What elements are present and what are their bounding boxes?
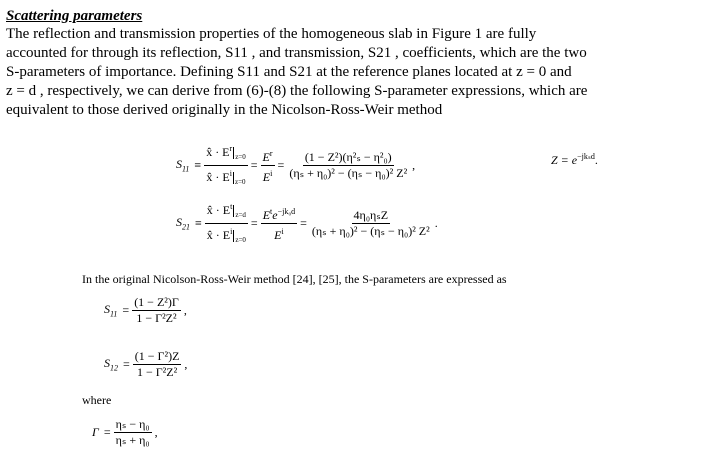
body-paragraph	[6, 25, 706, 120]
paragraph-line: accounted for through its reflection, S11 , and transmission, S21 , coefficients, which are the two	[6, 45, 587, 61]
s21-fraction-result: $\frac{\text{4η₀ηₛZ}}{\text{(ηₛ + η₀)² − (ηₛ − η₀)² Z²}}$	[311, 208, 430, 238]
paragraph-line: S-parameters of importance. Defining S11 and S21 at the reference planes located at z = 0 and	[6, 64, 572, 80]
nrw-equation-s12: $S_{12}$ = $\frac{\text{(1 − Γ²)Z}}{\text{1 − Γ²Z²}}$ ,	[104, 349, 188, 379]
s11-symbol: $S_{11}$	[176, 157, 190, 174]
nrw-intro-text: In the original Nicolson-Ross-Weir method [24], [25], the S-parameters are expressed as	[82, 272, 507, 286]
paragraph-line: equivalent to those derived originally in the Nicolson-Ross-Weir method	[6, 102, 443, 118]
where-text: where	[82, 393, 112, 407]
nrw-equation-gamma: Γ = $\frac{\text{ηₛ − η₀}}{\text{ηₛ + η₀}}$ ,	[92, 417, 158, 447]
s21-fraction-ratio: $\frac{E^te^{-jk_0d}}{E^i}$	[262, 207, 296, 242]
paragraph-line: z = d , respectively, we can derive from (6)-(8) the following S-parameter expressions, which are	[6, 83, 588, 99]
nrw-equation-s11: $S_{11}$ = $\frac{\text{(1 − Z²)Γ}}{\text{1 − Γ²Z²}}$ ,	[104, 295, 187, 325]
s11-fraction-result: $\frac{\text{(1 − Z²)(η²ₛ − η²₀)}}{\text{(ηₛ + η₀)² − (ηₛ − η₀)² Z²}}$	[289, 150, 408, 180]
s11-fraction-field: $\frac{x̂ \cdot E^r_{z=0}}{x̂ \cdot E^i_{z=0}}$	[206, 144, 246, 186]
equation-s21: $S_{21}$ ≡ $\frac{x̂ \cdot E^t_{z=d}}{x̂ \cdot E^i_{z=0}}$ = $\frac{E^te^{-jk_0d}}{E^i}$ = $\frac{\text{4η₀ηₛZ}}{\text{(ηₛ + η₀)² − (ηₛ − η₀)² Z²}}$ .	[176, 200, 441, 247]
paragraph-line: The reflection and transmission properties of the homogeneous slab in Figure 1 are fully	[6, 26, 537, 42]
z-definition: $Z = e^{-jk_sd}$.	[551, 152, 598, 167]
s21-fraction-field: $\frac{x̂ \cdot E^t_{z=d}}{x̂ \cdot E^i_{z=0}}$	[206, 202, 246, 244]
s11-fraction-ratio: $\frac{E^r}{E^i}$	[262, 149, 273, 184]
s21-symbol: $S_{21}$	[176, 215, 190, 232]
section-heading: Scattering parameters	[6, 8, 143, 24]
equation-s11: $S_{11}$ ≡ $\frac{x̂ \cdot E^r_{z=0}}{x̂ \cdot E^i_{z=0}}$ = $\frac{E^r}{E^i}$ = $\frac{\text{(1 − Z²)(η²ₛ − η²₀)}}{\text{(ηₛ + η₀)² − (ηₛ − η₀)² Z²}}$ ,	[176, 142, 418, 189]
